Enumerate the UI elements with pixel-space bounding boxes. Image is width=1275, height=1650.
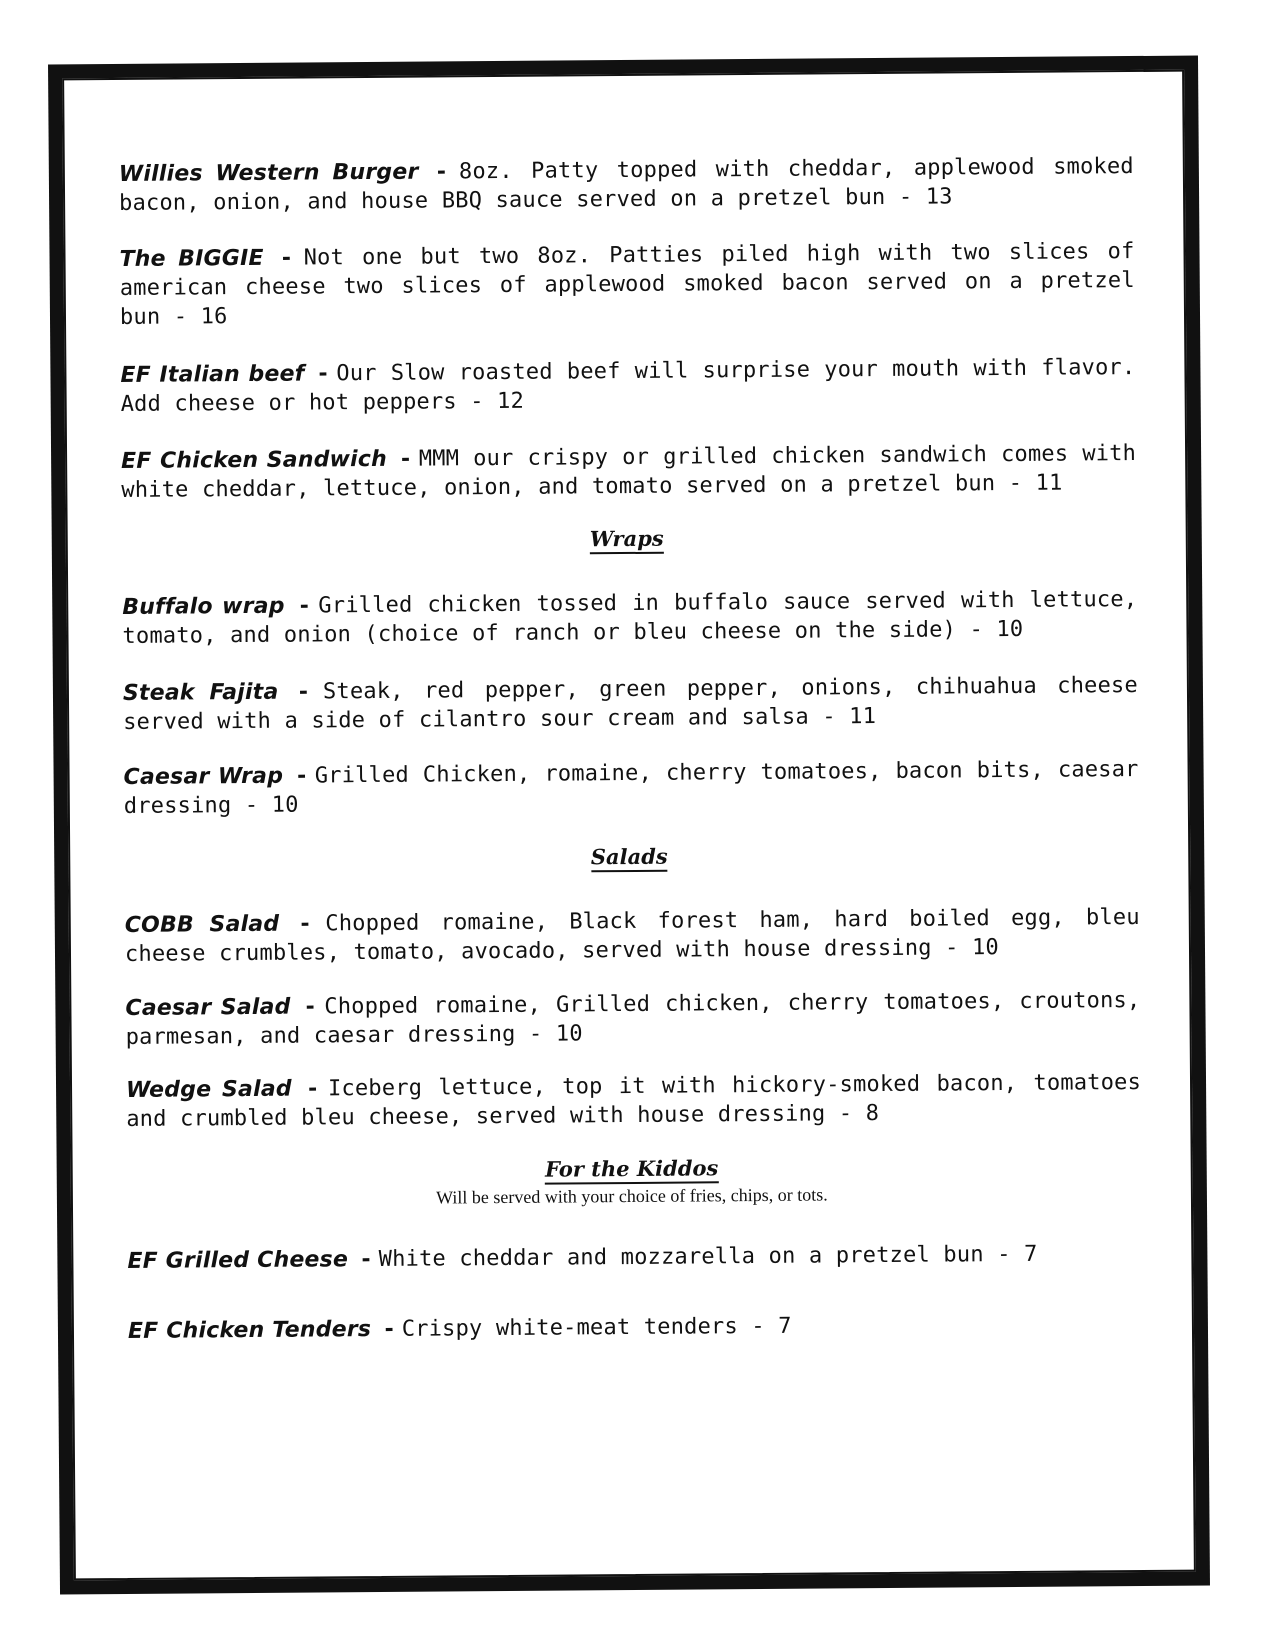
item-name: COBB Salad — [124, 911, 280, 938]
item-description: MMM our crispy or grilled chicken sandwich comes with white cheddar, lettuce, onion, and tomato served on a pretzel bun - 11 — [121, 441, 1137, 503]
item-name: EF Grilled Cheese — [127, 1247, 349, 1274]
menu-item — [119, 152, 1134, 218]
kids-note: Will be served with your choice of fries, chips, or tots. — [435, 1184, 828, 1208]
item-name: EF Chicken Tenders — [127, 1317, 372, 1344]
item-description: Iceberg lettuce, top it with hickory-smoked bacon, tomatoes and crumbled bleu cheese, served with house dressing - 8 — [126, 1069, 1142, 1132]
item-name: Wedge Salad — [125, 1076, 292, 1103]
item-separator: - — [299, 593, 319, 619]
section-heading-wraps — [68, 522, 1186, 556]
section-heading-salads — [70, 840, 1188, 874]
item-name: Caesar Salad — [125, 994, 291, 1021]
section-title: Salads — [591, 844, 668, 873]
item-description: Crispy white-meat tenders - 7 — [401, 1313, 792, 1342]
item-separator: - — [436, 159, 460, 185]
item-description: Grilled chicken tossed in buffalo sauce served with lettuce, tomato, and onion (choice of ranch or bleu cheese on the side) - 10 — [122, 587, 1138, 649]
item-separator: - — [307, 1076, 329, 1102]
menu-item — [123, 755, 1138, 821]
section-title: Wraps — [590, 526, 664, 555]
item-separator: - — [281, 245, 304, 271]
item-separator: - — [318, 361, 337, 387]
menu-page-frame — [48, 56, 1210, 1595]
menu-item — [123, 671, 1138, 737]
menu-page-content — [62, 70, 1196, 1581]
item-description: White cheddar and mozzarella on a pretzel bun - 7 — [378, 1241, 1038, 1272]
item-name: Caesar Wrap — [123, 763, 284, 790]
item-name: Buffalo wrap — [122, 593, 285, 620]
menu-item — [120, 353, 1135, 419]
menu-item — [121, 439, 1136, 505]
item-description: Not one but two 8oz. Patties piled high with two slices of american cheese two slices of applewood smoked bacon served on a pretzel bun - 16 — [119, 239, 1135, 330]
item-name: EF Italian beef — [120, 361, 305, 388]
item-separator: - — [298, 679, 324, 705]
menu-item — [122, 585, 1137, 651]
item-name: The BIGGIE — [119, 245, 264, 272]
item-separator: - — [300, 911, 326, 937]
item-description: Steak, red pepper, green pepper, onions, chihuahua cheese served with a side of cilantro sour cream and salsa - 11 — [123, 672, 1139, 735]
section-title: For the Kiddos — [545, 1155, 718, 1184]
menu-item — [128, 1309, 1143, 1346]
section-heading-kiddos — [73, 1152, 1191, 1186]
item-description: 8oz. Patty topped with cheddar, applewood smoked bacon, onion, and house BBQ sauce served on a pretzel bun - 13 — [119, 154, 1134, 216]
menu-item — [127, 1239, 1142, 1276]
menu-item — [125, 986, 1140, 1052]
item-description: Grilled Chicken, romaine, cherry tomatoes, bacon bits, caesar dressing - 10 — [123, 756, 1139, 819]
item-description: Chopped romaine, Grilled chicken, cherry tomatoes, croutons, parmesan, and caesar dressing - 10 — [125, 987, 1141, 1050]
menu-item — [119, 237, 1135, 332]
item-separator: - — [400, 446, 419, 472]
item-separator: - — [305, 994, 325, 1020]
item-separator: - — [361, 1246, 379, 1273]
item-separator: - — [296, 763, 315, 789]
item-description: Chopped romaine, Black forest ham, hard boiled egg, bleu cheese crumbles, tomato, avocado, served with house dressing - 10 — [124, 904, 1140, 967]
item-name: Steak Fajita — [122, 679, 279, 706]
menu-item — [126, 1068, 1141, 1134]
menu-item — [125, 903, 1140, 969]
item-separator: - — [384, 1316, 402, 1342]
item-name: EF Chicken Sandwich — [121, 446, 388, 474]
item-description: Our Slow roasted beef will surprise your mouth with flavor. Add cheese or hot peppers - 12 — [120, 355, 1136, 417]
item-name: Willies Western Burger — [118, 159, 419, 187]
